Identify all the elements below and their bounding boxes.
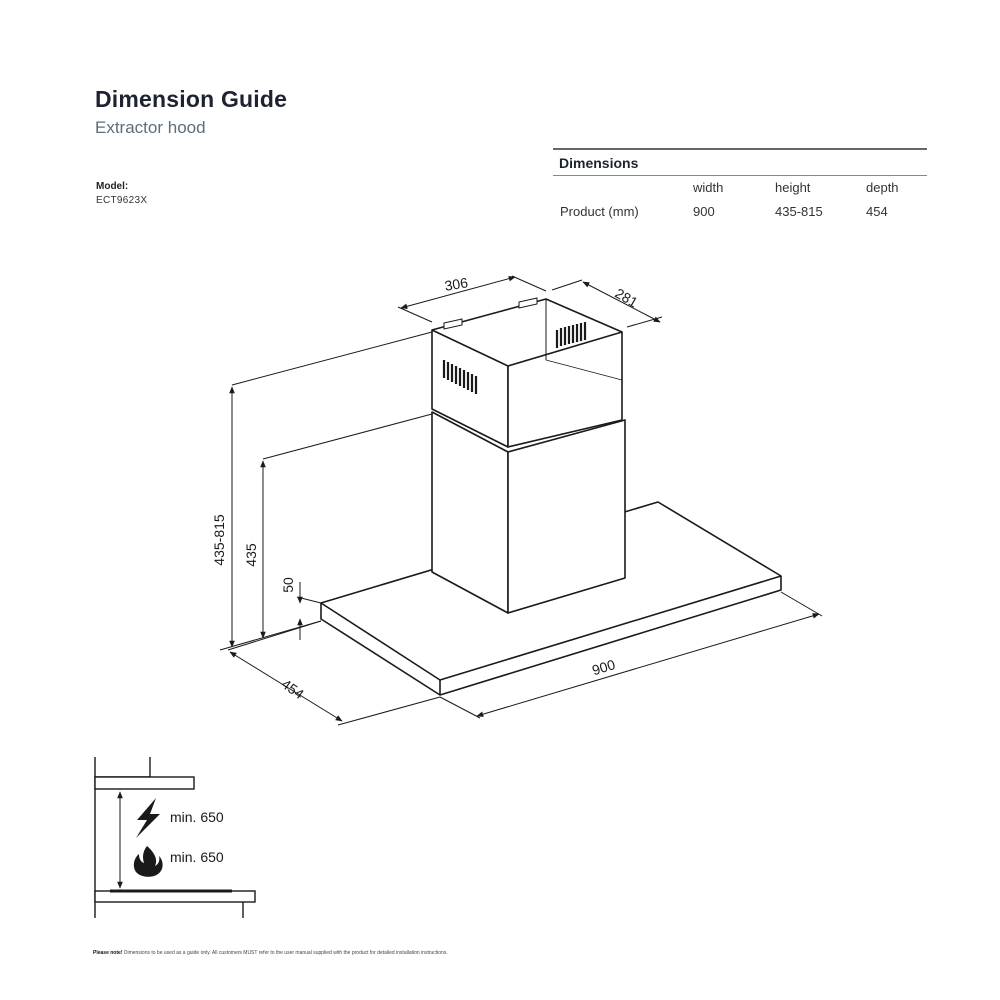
page-title: Dimension Guide xyxy=(95,86,288,112)
flame-icon xyxy=(134,846,163,877)
cell-height: 435-815 xyxy=(775,204,823,219)
column-header-height: height xyxy=(775,180,811,195)
label-chimney-width: 306 xyxy=(443,274,470,294)
cell-width: 900 xyxy=(693,204,715,219)
table-heading: Dimensions xyxy=(559,155,639,171)
footer-note xyxy=(93,950,448,956)
column-header-depth: depth xyxy=(866,180,899,195)
lightning-icon xyxy=(136,798,160,838)
clearance-gas-text: min. 650 xyxy=(170,849,224,865)
label-canopy-thickness: 50 xyxy=(280,577,296,593)
label-min-height: 435 xyxy=(243,543,259,567)
model-label: Model: xyxy=(96,181,129,192)
page-subtitle: Extractor hood xyxy=(95,118,206,137)
model-number: ECT9623X xyxy=(96,195,148,206)
label-hood-depth: 454 xyxy=(278,675,308,703)
label-hood-width: 900 xyxy=(590,656,618,679)
clearance-electric-text: min. 650 xyxy=(170,809,224,825)
label-height-range: 435-815 xyxy=(211,514,227,566)
label-chimney-depth: 281 xyxy=(612,284,641,311)
note-text: Dimensions to be used as a guide only. All customers MUST refer to the user manual supplied with the product for detailed installation instructions. xyxy=(123,950,448,956)
cell-depth: 454 xyxy=(866,204,888,219)
row-label: Product (mm) xyxy=(560,204,639,219)
note-label: Please note! xyxy=(93,950,123,956)
column-header-width: width xyxy=(693,180,724,195)
clearance-diagram xyxy=(95,757,255,918)
